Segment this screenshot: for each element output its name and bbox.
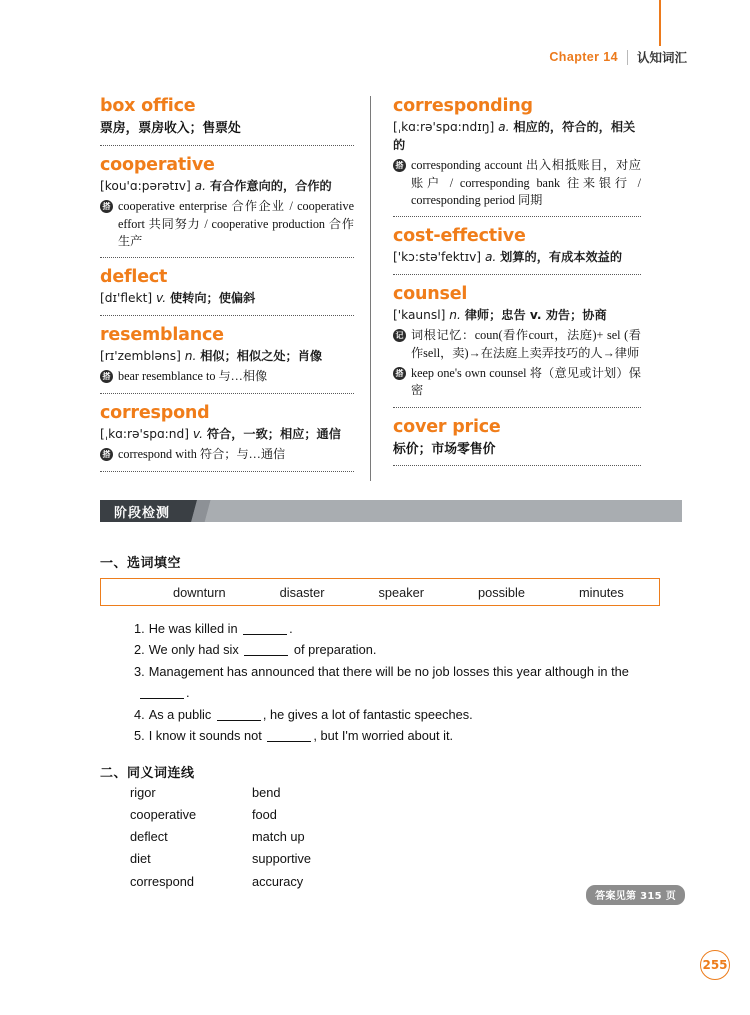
vocab-note: [100, 198, 354, 250]
sentence-number: 1.: [134, 621, 145, 636]
section-banner-fill: [218, 500, 682, 522]
vocab-note-text: keep one's own counsel 将（意见或计划）保密: [411, 366, 641, 398]
mnemonic-badge-icon: 记: [393, 329, 406, 342]
vocab-entry: [393, 226, 641, 275]
section-banner-title: 阶段检测: [100, 500, 184, 522]
vocab-part-of-speech: n.: [449, 307, 465, 322]
vocab-headword: corresponding: [393, 96, 533, 116]
exercise-sentence: [134, 661, 674, 682]
matching-row: [130, 826, 372, 848]
sentence-body: He was killed in .: [148, 621, 293, 636]
matching-term-left[interactable]: deflect: [130, 829, 168, 845]
answer-blank[interactable]: [140, 688, 184, 699]
vocab-part-of-speech: v.: [192, 426, 207, 441]
matching-row: [130, 848, 372, 870]
vocab-gloss: ['kɔ:stə'fektɪv] a. 划算的，有成本效益的: [393, 250, 623, 265]
vocab-note-text: 词根记忆：coun(看作court，法庭)+ sel (看作sell，卖)→在法庭上卖弄技巧的人→律师: [411, 328, 641, 360]
vocab-gloss: 标价；市场零售价: [393, 441, 496, 457]
sentence-body: We only had six of preparation.: [148, 642, 377, 658]
matching-term-right[interactable]: supportive: [252, 851, 312, 867]
answer-blank[interactable]: [243, 624, 287, 635]
sentence-body: As a public , he gives a lot of fantastic speeches.: [148, 706, 473, 722]
vocab-entry: [393, 96, 641, 217]
sentence-body: I know it sounds not , but I'm worried about it.: [148, 728, 454, 744]
vocab-note: [100, 368, 354, 385]
vocab-part-of-speech: a.: [498, 119, 514, 134]
vocab-gloss: [ˌkɑ:rə'spɑ:nd] v. 符合，一致；相应；通信: [100, 426, 341, 441]
sentence-body: Management has announced that there will be no job losses this year although in the: [148, 663, 629, 679]
vocab-headword: cost-effective: [393, 226, 526, 247]
word-bank-item[interactable]: possible: [478, 584, 525, 600]
chapter-header: [549, 48, 687, 66]
exercise-sentence: [134, 639, 674, 660]
page-number-badge: 255: [700, 950, 730, 980]
matching-row: [130, 804, 372, 826]
answer-blank[interactable]: [217, 710, 261, 721]
vocab-entry: [393, 417, 641, 467]
vocab-gloss: [dɪ'flekt] v. 使转向；使偏斜: [100, 291, 256, 306]
vocab-note-text: corresponding account 出入相抵账目，对应账户 / corresponding bank 往来银行 / corresponding period 同期: [411, 158, 641, 207]
section-banner-slant: [184, 500, 218, 522]
answer-reference-badge: 答案见第 315 页: [586, 885, 685, 905]
vocab-entry: [100, 155, 354, 259]
word-bank-item[interactable]: disaster: [279, 584, 325, 600]
sentence-number: 2.: [134, 642, 145, 658]
matching-term-left[interactable]: cooperative: [130, 807, 197, 823]
exercise-sentence: [134, 682, 674, 703]
vocab-headword: cooperative: [100, 154, 215, 175]
vocab-note: [393, 157, 641, 209]
matching-term-left[interactable]: diet: [130, 851, 151, 867]
exercise-sentence: [134, 704, 674, 725]
vocabulary-section: [100, 96, 682, 481]
matching-row: [130, 871, 372, 893]
vocab-entry: [100, 96, 354, 146]
vocab-note: [100, 446, 354, 463]
vocab-entry: [393, 284, 641, 408]
sentence-number: 4.: [134, 706, 145, 722]
matching-term-right[interactable]: bend: [252, 785, 281, 800]
vocab-part-of-speech: v.: [156, 291, 170, 306]
exercise2-title: 二、同义词连线: [100, 766, 195, 781]
vocab-ipa: [ˌkɑ:rə'spɑ:ndɪŋ]: [393, 119, 499, 134]
vocab-ipa: ['kaunsl]: [393, 307, 450, 322]
collocation-badge-icon: 搭: [100, 448, 113, 461]
vocabulary-column-right: [371, 96, 641, 481]
vocab-ipa: [dɪ'flekt]: [100, 291, 157, 306]
sentence-body: .: [138, 682, 674, 703]
vocab-note-text: cooperative enterprise 合作企业 / cooperative effort 共同努力 / cooperative production 合作生产: [118, 199, 354, 248]
word-bank-item[interactable]: downturn: [173, 584, 226, 600]
exercise2-matching-list: [130, 782, 372, 893]
vocab-note: [393, 327, 641, 362]
vocab-gloss: [ˌkɑ:rə'spɑ:ndɪŋ] a. 相应的，符合的，相关的: [393, 119, 636, 152]
vocab-gloss: [kou'ɑ:pərətɪv] a. 有合作意向的，合作的: [100, 178, 332, 193]
vocab-ipa: [ˌkɑ:rə'spɑ:nd]: [100, 426, 193, 441]
exercise-sentence: [134, 618, 674, 639]
vocab-headword: resemblance: [100, 324, 224, 345]
exercise1-sentences: [134, 618, 674, 747]
vocab-part-of-speech: a.: [194, 178, 210, 193]
word-bank: [100, 578, 660, 606]
vocab-headword: cover price: [393, 416, 501, 437]
vocab-part-of-speech: n.: [184, 348, 201, 363]
matching-term-right[interactable]: match up: [252, 829, 305, 845]
exercise-sentence: [134, 725, 674, 746]
collocation-badge-icon: 搭: [100, 200, 113, 213]
matching-term-left[interactable]: rigor: [130, 785, 156, 800]
collocation-badge-icon: 搭: [393, 159, 406, 172]
vocab-headword: correspond: [100, 402, 210, 423]
vocab-entry: [100, 267, 354, 316]
vocab-headword: box office: [100, 96, 196, 116]
vocab-entry: [100, 403, 354, 472]
header-accent-rule: [659, 0, 661, 46]
chapter-title: 认知词汇: [636, 50, 687, 65]
answer-blank[interactable]: [244, 645, 288, 656]
matching-term-left[interactable]: correspond: [130, 873, 195, 889]
vocab-note-text: bear resemblance to 与…相像: [118, 369, 268, 384]
collocation-badge-icon: 搭: [100, 370, 113, 383]
sentence-number: 5.: [134, 728, 145, 744]
vocab-ipa: ['kɔ:stə'fektɪv]: [393, 250, 485, 265]
collocation-badge-icon: 搭: [393, 367, 406, 380]
chapter-label: Chapter 14: [549, 50, 618, 64]
vocab-note: [393, 365, 641, 400]
sentence-number: 3.: [134, 663, 145, 679]
word-bank-item[interactable]: speaker: [378, 584, 424, 600]
answer-blank[interactable]: [267, 731, 311, 742]
vocab-note-text: correspond with 符合；与…通信: [118, 447, 286, 462]
vocab-entry: [100, 325, 354, 394]
vocab-ipa: [kou'ɑ:pərətɪv]: [100, 178, 195, 193]
chapter-divider: [627, 50, 628, 65]
section-banner: [100, 500, 682, 522]
vocab-ipa: [rɪ'zembləns]: [100, 348, 185, 363]
vocab-headword: deflect: [100, 267, 168, 288]
vocab-gloss: 票房，票房收入；售票处: [100, 120, 241, 136]
vocab-gloss: ['kaunsl] n. 律师；忠告 v. 劝告；协商: [393, 307, 607, 322]
matching-row: [130, 782, 372, 804]
exercise1-title: 一、选词填空: [100, 556, 182, 571]
vocab-gloss: [rɪ'zembləns] n. 相似；相似之处；肖像: [100, 348, 323, 363]
matching-term-right[interactable]: food: [252, 807, 277, 823]
vocabulary-column-left: [100, 96, 370, 481]
matching-term-right[interactable]: accuracy: [252, 873, 304, 889]
vocab-headword: counsel: [393, 283, 468, 304]
vocab-part-of-speech: a.: [484, 250, 501, 265]
word-bank-item[interactable]: minutes: [578, 584, 624, 600]
